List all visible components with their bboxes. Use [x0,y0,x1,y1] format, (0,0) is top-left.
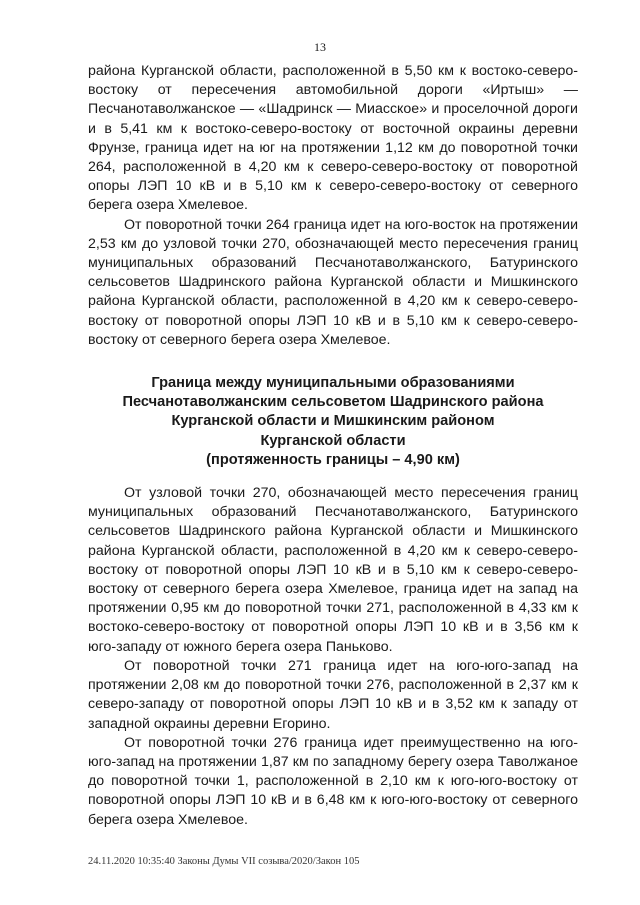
paragraph-bottom-1: От узловой точки 270, обозначающей место пересечения границ муниципальных образований Песчанотаволжанского, Батуринского сельсоветов Шадринского района Курганской области и Мишкинского района Курганской области, расположенной в 4,20 км к северо-северо-востоку от поворотной опоры ЛЭП 10 кВ и в 5,10 км к северо-северо-востоку от северного берега озера Хмелевое, граница идет на запад на протяжении 0,95 км до поворотной точки 271, расположенной в 4,33 км к востоко-северо-востоку от поворотной опоры ЛЭП 10 кВ и в 3,56 км к юго-западу от южного берега озера Паньково. [88,485,578,655]
paragraph-bottom-2: От поворотной точки 271 граница идет на юго-юго-запад на протяжении 2,08 км до поворотной точки 276, расположенной в 2,37 км к северо-западу от поворотной опоры ЛЭП 10 кВ и в 3,52 км к западу от западной окраины деревни Егорино. [88,657,578,732]
paragraph-top-1: района Курганской области, расположенной в 5,50 км к востоко-северо-востоку от пересечения автомобильной дороги «Иртыш» — Песчанотаволжанское — «Шадринск — Миасское» и проселочной дороги и в 5,41 км к востоко-северо-востоку от восточной окраины деревни Фрунзе, граница идет на юг на протяжении 1,12 км до поворотной точки 264, расположенной в 4,20 км к северо-северо-востоку от поворотной опоры ЛЭП 10 кВ и в 5,10 км к северо-северо-востоку от северного берега озера Хмелевое. [88,63,578,214]
heading-line-2: Песчанотаволжанским сельсоветом Шадринского района [122,394,544,411]
paragraph-bottom-3: От поворотной точки 276 граница идет преимущественно на юго-юго-запад на протяжении 1,87 км по западному берегу озера Таволжаное до поворотной точки 1, расположенной в 2,10 км к юго-юго-востоку от поворотной опоры ЛЭП 10 кВ и в 6,48 км к юго-юго-востоку от северного берега озера Хмелевое. [88,734,578,828]
heading-line-1: Граница между муниципальными образованиями [151,375,515,392]
page-number: 13 [314,40,326,54]
footer-stamp: 24.11.2020 10:35:40 Законы Думы VII созыва/2020/Закон 105 [88,856,360,867]
section-heading [88,374,578,470]
heading-line-5: (протяженность границы – 4,90 км) [206,451,460,468]
heading-line-3: Курганской области и Мишкинским районом [171,413,495,430]
paragraph-top-2: От поворотной точки 264 граница идет на юго-восток на протяжении 2,53 км до узловой точки 270, обозначающей место пересечения границ муниципальных образований Песчанотаволжанского, Батуринского сельсоветов Шадринского района Курганской области и Мишкинского района Курганской области, расположенной в 4,20 км к северо-северо-востоку от поворотной опоры ЛЭП 10 кВ и в 5,10 км к северо-северо-востоку от северного берега озера Хмелевое. [88,216,578,348]
document-body [88,62,578,830]
heading-line-4: Курганской области [260,432,406,449]
